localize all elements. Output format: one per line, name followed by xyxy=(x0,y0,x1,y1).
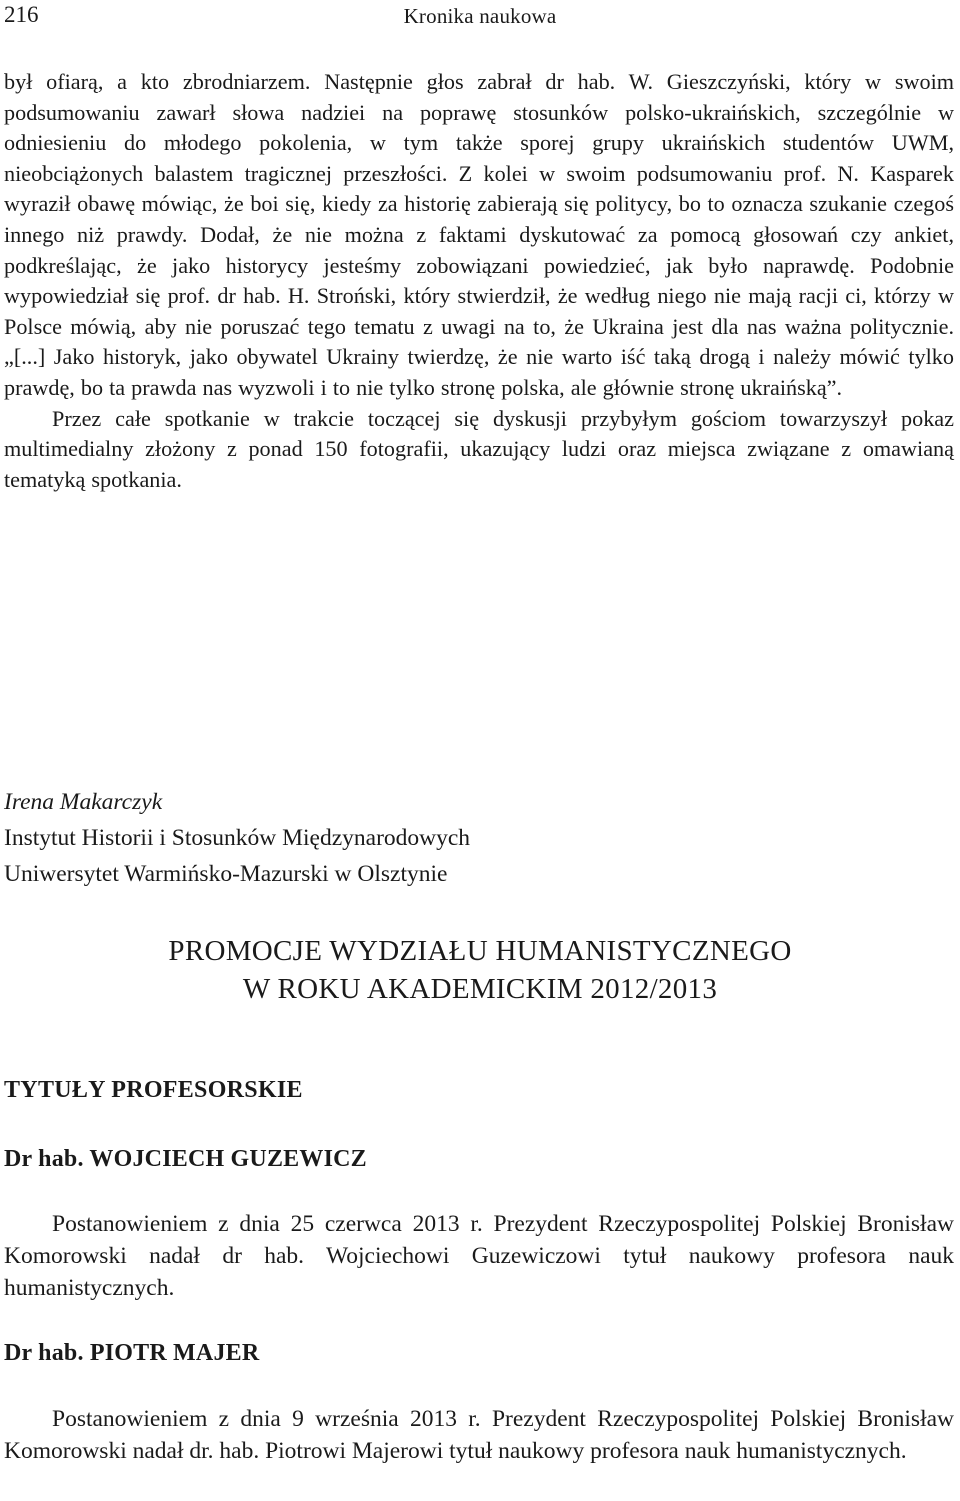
article-paragraph: był ofiarą, a kto zbrodniarzem. Następnie głos zabrał dr hab. W. Gieszczyński, który w swoim podsumowaniu zawarł słowa nadziei na poprawę stosunków polsko-ukraińskich, szczególnie w odniesieniu do młodego pokolenia, w tym także sporej grupy ukraińskich studentów UWM, nieobciążonych balastem tragicznej przeszłości. Z kolei w swoim podsumowaniu prof. N. Kasparek wyraził obawę mówiąc, że boi się, kiedy za historię zabierają się politycy, bo to oznacza szukanie czegoś innego niż prawdy. Dodał, że nie można z faktami dyskutować za pomocą głosowań czy ankiet, podkreślając, że jako historycy jesteśmy zobowiązani powiedzieć, jak było naprawdę. Podobnie wypowiedział się prof. dr hab. H. Stroński, który stwierdził, że według niego nie mają racji ci, którzy w Polsce mówią, aby nie poruszać tego tematu z uwagi na to, że Ukraina jest dla nas ważna politycznie. „[...] Jako historyk, jako obywatel Ukrainy twierdzę, że nie warto iść taką drogą i należy mówić tylko prawdę, bo ta prawda nas wyzwoli i to nie tylko stronę polska, ale głównie stronę ukraińską”. xyxy=(4,69,954,400)
author-institute: Instytut Historii i Stosunków Międzynarodowych xyxy=(4,825,471,851)
page-number: 216 xyxy=(4,2,39,27)
page-header xyxy=(4,2,956,34)
section-title-line-1: PROMOCJE WYDZIAŁU HUMANISTYCZNEGO xyxy=(168,935,792,967)
author-name: Irena Makarczyk xyxy=(4,789,163,815)
author-signature xyxy=(4,784,470,892)
entry-name: Dr hab. PIOTR MAJER xyxy=(4,1340,260,1366)
section-subheading: TYTUŁY PROFESORSKIE xyxy=(4,1077,303,1103)
entry-name: Dr hab. WOJCIECH GUZEWICZ xyxy=(4,1146,367,1172)
article-body xyxy=(4,67,954,495)
entry-text: Postanowieniem z dnia 9 września 2013 r. Prezydent Rzeczypospolitej Polskiej Bronisław Komorowski nadał dr. hab. Piotrowi Majerowi tytuł naukowy profesora nauk humanistycznych. xyxy=(4,1406,954,1464)
section-title-line-2: W ROKU AKADEMICKIM 2012/2013 xyxy=(242,973,718,1005)
author-university: Uniwersytet Warmińsko-Mazurski w Olsztynie xyxy=(4,861,448,887)
entry-text: Postanowieniem z dnia 25 czerwca 2013 r. Prezydent Rzeczypospolitej Polskiej Bronisław Komorowski nadał dr hab. Wojciechowi Guzewiczowi tytuł naukowy profesora nauk humanistycznych. xyxy=(4,1211,954,1301)
section-title xyxy=(0,932,960,1008)
running-title: Kronika naukowa xyxy=(403,4,557,28)
article-paragraph: Przez całe spotkanie w trakcie toczącej się dyskusji przybyłym gościom towarzyszył pokaz multimedialny złożony z ponad 150 fotografii, ukazujący ludzi oraz miejsca związane z omawianą tematyką spotkania. xyxy=(4,405,954,492)
